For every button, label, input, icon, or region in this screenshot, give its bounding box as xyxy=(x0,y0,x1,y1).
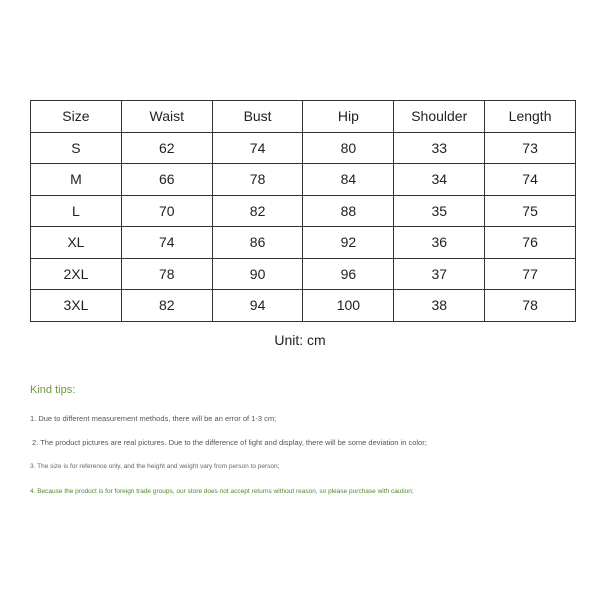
table-cell: 70 xyxy=(121,195,212,227)
table-cell: 62 xyxy=(121,132,212,164)
table-cell: 78 xyxy=(212,164,303,196)
header-cell-bust: Bust xyxy=(212,101,303,133)
table-cell: 38 xyxy=(394,290,485,322)
table-cell: 34 xyxy=(394,164,485,196)
table-row xyxy=(31,227,576,259)
header-cell-size: Size xyxy=(31,101,122,133)
size-chart-table xyxy=(30,100,576,322)
table-row xyxy=(31,195,576,227)
table-cell: XL xyxy=(31,227,122,259)
table-cell: 3XL xyxy=(31,290,122,322)
header-cell-length: Length xyxy=(485,101,576,133)
table-cell: 33 xyxy=(394,132,485,164)
header-cell-waist: Waist xyxy=(121,101,212,133)
table-cell: 74 xyxy=(485,164,576,196)
table-cell: 66 xyxy=(121,164,212,196)
table-cell: 94 xyxy=(212,290,303,322)
table-cell: 74 xyxy=(212,132,303,164)
table-cell: 36 xyxy=(394,227,485,259)
table-cell: 90 xyxy=(212,258,303,290)
table-cell: 86 xyxy=(212,227,303,259)
table-cell: 74 xyxy=(121,227,212,259)
table-cell: 78 xyxy=(485,290,576,322)
table-cell: 73 xyxy=(485,132,576,164)
table-cell: 77 xyxy=(485,258,576,290)
table-cell: 80 xyxy=(303,132,394,164)
table-row xyxy=(31,132,576,164)
table-cell: 37 xyxy=(394,258,485,290)
table-row xyxy=(31,258,576,290)
table-cell: M xyxy=(31,164,122,196)
tip-item-3: 3. The size is for reference only, and the height and weight vary from person to person; xyxy=(30,463,280,470)
table-cell: 35 xyxy=(394,195,485,227)
table-cell: 82 xyxy=(212,195,303,227)
tip-item-1: 1. Due to different measurement methods, there will be an error of 1-3 cm; xyxy=(30,414,277,423)
table-cell: 76 xyxy=(485,227,576,259)
table-cell: 92 xyxy=(303,227,394,259)
table-row xyxy=(31,290,576,322)
table-row xyxy=(31,164,576,196)
table-cell: 96 xyxy=(303,258,394,290)
table-cell: 75 xyxy=(485,195,576,227)
table-cell: 2XL xyxy=(31,258,122,290)
unit-label: Unit: cm xyxy=(274,332,326,348)
table-cell: L xyxy=(31,195,122,227)
table-cell: 100 xyxy=(303,290,394,322)
table-cell: S xyxy=(31,132,122,164)
tip-item-2: 2. The product pictures are real pictures. Due to the difference of light and display, there will be some deviation in color; xyxy=(32,438,427,447)
header-cell-hip: Hip xyxy=(303,101,394,133)
tips-title: Kind tips: xyxy=(30,384,76,396)
tip-item-4: 4. Because the product is for foreign trade groups, our store does not accept returns without reason, so please purchase with caution; xyxy=(30,488,414,495)
table-cell: 78 xyxy=(121,258,212,290)
header-cell-shoulder: Shoulder xyxy=(394,101,485,133)
table-cell: 88 xyxy=(303,195,394,227)
table-cell: 84 xyxy=(303,164,394,196)
table-header-row xyxy=(31,101,576,133)
table-cell: 82 xyxy=(121,290,212,322)
